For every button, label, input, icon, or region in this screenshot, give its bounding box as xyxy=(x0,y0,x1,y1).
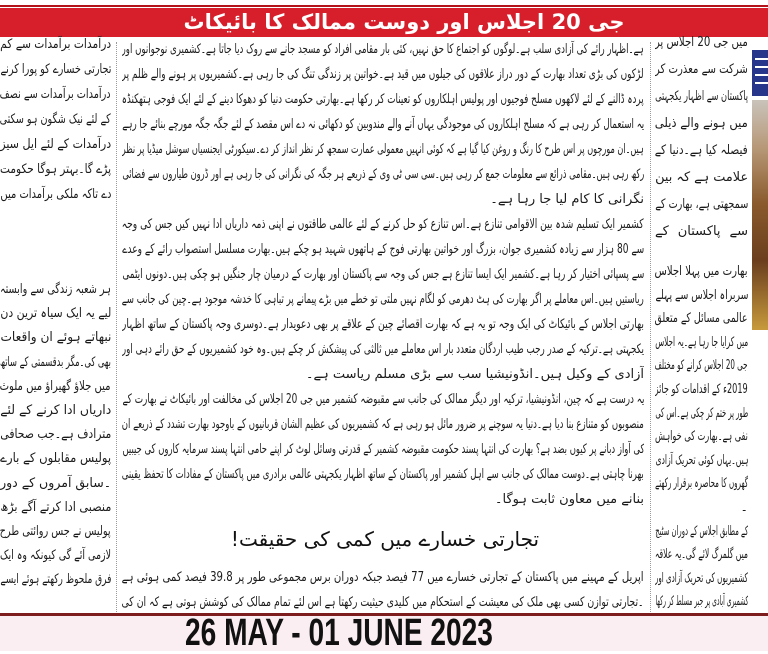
text-line: فرق ملحوظ رکھتے ہوئے ایسے xyxy=(0,572,111,588)
text-line: ۔ xyxy=(740,500,748,515)
text-line: ہے۔اظہار رائے کی آزادی سلب ہے۔لوگوں کو اجتماع کا حق نہیں، کئی بار مقامی افراد کو مسجد جانے سے روک دیا جاتا ہے۔کشمیری نوجوانوں اور xyxy=(122,42,644,57)
photo-caption-box xyxy=(752,50,768,96)
column-divider xyxy=(650,42,651,612)
text-line: منصوبوں کو متنازع بنا دیا ہے۔دنیا یہ سوچنے پر ضرور مائل ہو رہی ہے کہ کشمیریوں کی عظیم الشان قربانیوں کے باوجود بھارت تشدد کے ذریعے ان xyxy=(122,417,644,432)
text-line: رکھ رہی ہیں۔مقامی ذرائع سے معلومات جمع کر رہی ہیں۔سی سی ٹی وی کے ذریعے ہر جگہ کی نگرانی کی جا رہی ہے اور ڈرون طیاروں سے فضائی xyxy=(122,167,644,182)
text-line: علامت ہے کہ بین xyxy=(655,170,748,185)
text-line: میں جی 20 اجلاس پر xyxy=(655,35,748,50)
text-line: گھروں کا محاصرہ برقرار رکھتے xyxy=(655,476,748,492)
text-line: نگرانی کا کام لیا جا رہا ہے۔ xyxy=(490,192,644,207)
text-line: سربراہ اجلاس سے پہلے xyxy=(655,287,748,303)
text-line: میں کرایا جا رہا ہے۔یہ اجلاس xyxy=(655,334,748,350)
text-line: شرکت سے معذرت کر xyxy=(655,62,748,77)
text-line: یہ استعمال کر رہی ہے کہ مسلح اہلکاروں کی موجودگی یہاں آنے والے مندوبین کو دکھائی نہ دے اس مقصد کے لئے جگہ جگہ مورچے بنائے جا رہے xyxy=(122,117,644,132)
right-column xyxy=(655,0,748,614)
text-line: 2019ء کے اقدامات کو جائز xyxy=(655,382,748,397)
text-line: لازمی آئے گی کیونکہ وہ ایک xyxy=(0,548,111,564)
headline: جی 20 اجلاس اور دوست ممالک کا بائیکاٹ xyxy=(183,10,625,34)
text-line: دے تاکہ ملکی برآمدات میں xyxy=(0,187,111,202)
text-line: درآمدات برآمدات سے کم xyxy=(0,37,111,52)
text-line: لیے یہ ایک سیاہ ترین دن xyxy=(0,306,111,322)
text-line: کے مطابق اجلاس کے دوران سٹیج xyxy=(655,523,748,539)
text-line: عالمی مسائل کے متعلق xyxy=(655,311,748,327)
text-line: تجارتی خسارے کو پورا کرنے xyxy=(0,62,111,77)
issue-date: 26 MAY - 01 JUNE 2023 xyxy=(185,612,493,654)
text-line: طور پر ختم کر چکی ہے۔اس کی xyxy=(655,405,748,421)
text-line: سے پاکستان کے xyxy=(655,224,748,239)
news-photo xyxy=(752,100,768,330)
text-line: یکجہتی ہے۔ترکیہ کے صدر رجب طیب اردگان متعدد بار اس معاملے میں ثالثی کی پیشکش کر چکے ہیں۔وہ خود کشمیریوں کے حق رائے دہی اور xyxy=(122,342,644,357)
center-column xyxy=(122,0,644,614)
text-line: ہیں۔یہاں کوئی تحریک آزادی xyxy=(655,452,748,468)
text-line: بھی کی۔مگر بدقسمتی کے ساتھ xyxy=(0,354,111,370)
text-line: میں جلاؤ گھیراؤ میں ملوث xyxy=(0,378,111,394)
text-line: بھارت میں پہلا اجلاس xyxy=(655,264,748,279)
text-line: سے پسپائی اختیار کر رہا ہے۔کشمیر ایک ایسا تنازع ہے جس کی وجہ سے پاکستان اور بھارت کے درمیان چار جنگیں ہو چکی ہیں۔دونوں ایٹمی xyxy=(122,267,644,282)
text-line: پڑے گا۔بہتر ہوگا حکومت xyxy=(0,162,111,177)
text-line: میں ہونے والے ذیلی xyxy=(655,116,748,131)
text-line: ۔سابق آمروں کے دور xyxy=(0,475,111,491)
text-line: بنانے میں معاون ثابت ہوگا۔ xyxy=(494,492,644,507)
text-line: ۔تجارتی توازن کسی بھی ملک کی معیشت کے استحکام میں کلیدی حیثیت رکھتا ہے اس لئے تمام ممالک کی کوشش ہوتی ہے کہ ان کی xyxy=(122,595,644,610)
text-line: سمجھتی ہے، بھارت کے xyxy=(655,197,748,212)
text-line: داریاں ادا کرنے کے لئے xyxy=(0,403,111,418)
text-line: پولیس نے جس روائتی طرح xyxy=(0,524,111,539)
column-divider xyxy=(116,42,117,612)
text-line: منصبی ادا کرتے آگے بڑھ xyxy=(0,499,111,515)
text-line: ریاستیں ہیں۔اس معاملے پر اگر بھارت کی ہٹ دھرمی کو لگام نہیں ملتی تو خطے میں بڑے پیمانے پر تباہی کا خدشہ موجود ہے۔چین کی جانب سے xyxy=(122,292,644,307)
text-line: کشمیر ایک تسلیم شدہ بین الاقوامی تنازع ہے۔اس تنازع کو حل کرنے کے لئے عالمی طاقتوں نے اپنی ذمہ داریاں ادا نہیں کیں جس کی وجہ xyxy=(122,217,644,232)
text-line: جی 20 اجلاس کرانے کو مختلف xyxy=(655,358,748,374)
text-line: پولیس مقابلوں کے بارے xyxy=(0,451,111,467)
text-line: یہ درست ہے کہ چین، انڈونیشیا، ترکیہ اور دیگر ممالک کی جانب سے مقبوضہ کشمیر میں جی 20 اجلاس کی مخالفت اور بائیکاٹ نے بھارت کے xyxy=(122,392,644,407)
text-line: سے 80 ہزار سے زیادہ کشمیری جوان، بزرگ اور خواتین بھارتی فوج کے ہاتھوں شہید ہو چکے ہیں۔بھارت مسلسل استصواب رائے کے وعدے xyxy=(122,242,644,257)
text-line: درآمدات کے لئے ایل سیز xyxy=(0,137,111,152)
text-line: ہیں۔ان مورچوں پر اس طرح کا رنگ و روغن کیا گیا ہے کہ کوئی انہیں معمولی عمارت سمجھ کر نظر انداز کر دے۔سیکورٹی ایجنسیاں سوشل میڈیا پر نظر xyxy=(122,142,644,157)
text-line: کی آواز دبانے پر کیوں بضد ہے؟ بھارت کی انتہا پسند حکومت مقبوضہ کشمیر کے قدرتی وسائل لوٹ کر اپنے حامی انتہا پسند سرمایہ کاروں کی جیبیں xyxy=(122,442,644,457)
text-line: میں گلمرگ لائے گی۔یہ علاقہ xyxy=(655,547,748,563)
text-line: لڑکوں کی بڑی تعداد بھارت کے دور دراز علاقوں کی جیلوں میں قید ہے۔خواتین پر زندگی تنگ کی جا رہی ہے۔کشمیریوں پر ہونے والے ظلم پر xyxy=(122,67,644,82)
text-line: کے لئے نیک شگون ہو سکتی xyxy=(0,112,111,127)
text-line: آزادی کے وکیل ہیں۔انڈونیشیا سب سے بڑی مسلم ریاست ہے۔ xyxy=(305,367,644,382)
text-line: بھرنا چاہتی ہے۔دوست ممالک کی جانب سے اہل کشمیر اور پاکستان کے ساتھ اظہار یکجہتی عالمی برادری میں پاکستان کے مفادات کا تحفظ یقینی xyxy=(122,467,644,482)
text-line: فیصلہ کیا ہے۔دنیا کے xyxy=(655,143,748,158)
text-line: کشمیریوں کی تحریک آزادی اور xyxy=(655,570,748,586)
text-line: ہر شعبہ زندگی سے وابستہ xyxy=(0,282,111,297)
text-line: نفی ہے۔بھارت کی خواہش xyxy=(655,429,748,445)
text-line: مترادف ہے۔جب صحافی xyxy=(0,427,111,443)
text-line: درآمدات برآمدات سے نصف xyxy=(0,87,111,102)
subheading: تجارتی خسارے میں کمی کی حقیقت! xyxy=(230,527,540,551)
left-column xyxy=(0,0,111,614)
text-line: اپریل کے مہینے میں پاکستان کے تجارتی خسارے میں 77 فیصد جبکہ دوران برس مجموعی طور پر 39.8 فیصد کمی ہوئی ہے xyxy=(122,570,644,585)
text-line: نبھاتے ہوئے ان واقعات xyxy=(0,330,111,346)
text-line: کشمیری آبادی پر جبر مسلط کر رکھا xyxy=(655,594,748,610)
text-line: بھارتی اجلاس کے بائیکاٹ کی ایک وجہ تو یہ ہے کہ بھارت اقصائے چین کے علاقے پر بھی دعویدار ہے۔دوسری وجہ پاکستان کے ساتھ اظہار xyxy=(122,317,644,332)
text-line: پردہ ڈالنے کے لئے لاکھوں مسلح فوجیوں اور پولیس اہلکاروں کو تعینات کر رکھا ہے۔بھارتی حکومت دنیا کو دھوکا دینے کے لئے ایک فوجی ہتھکنڈہ xyxy=(122,92,644,107)
text-line: پاکستان سے اظہار یکجہتی xyxy=(655,89,748,104)
